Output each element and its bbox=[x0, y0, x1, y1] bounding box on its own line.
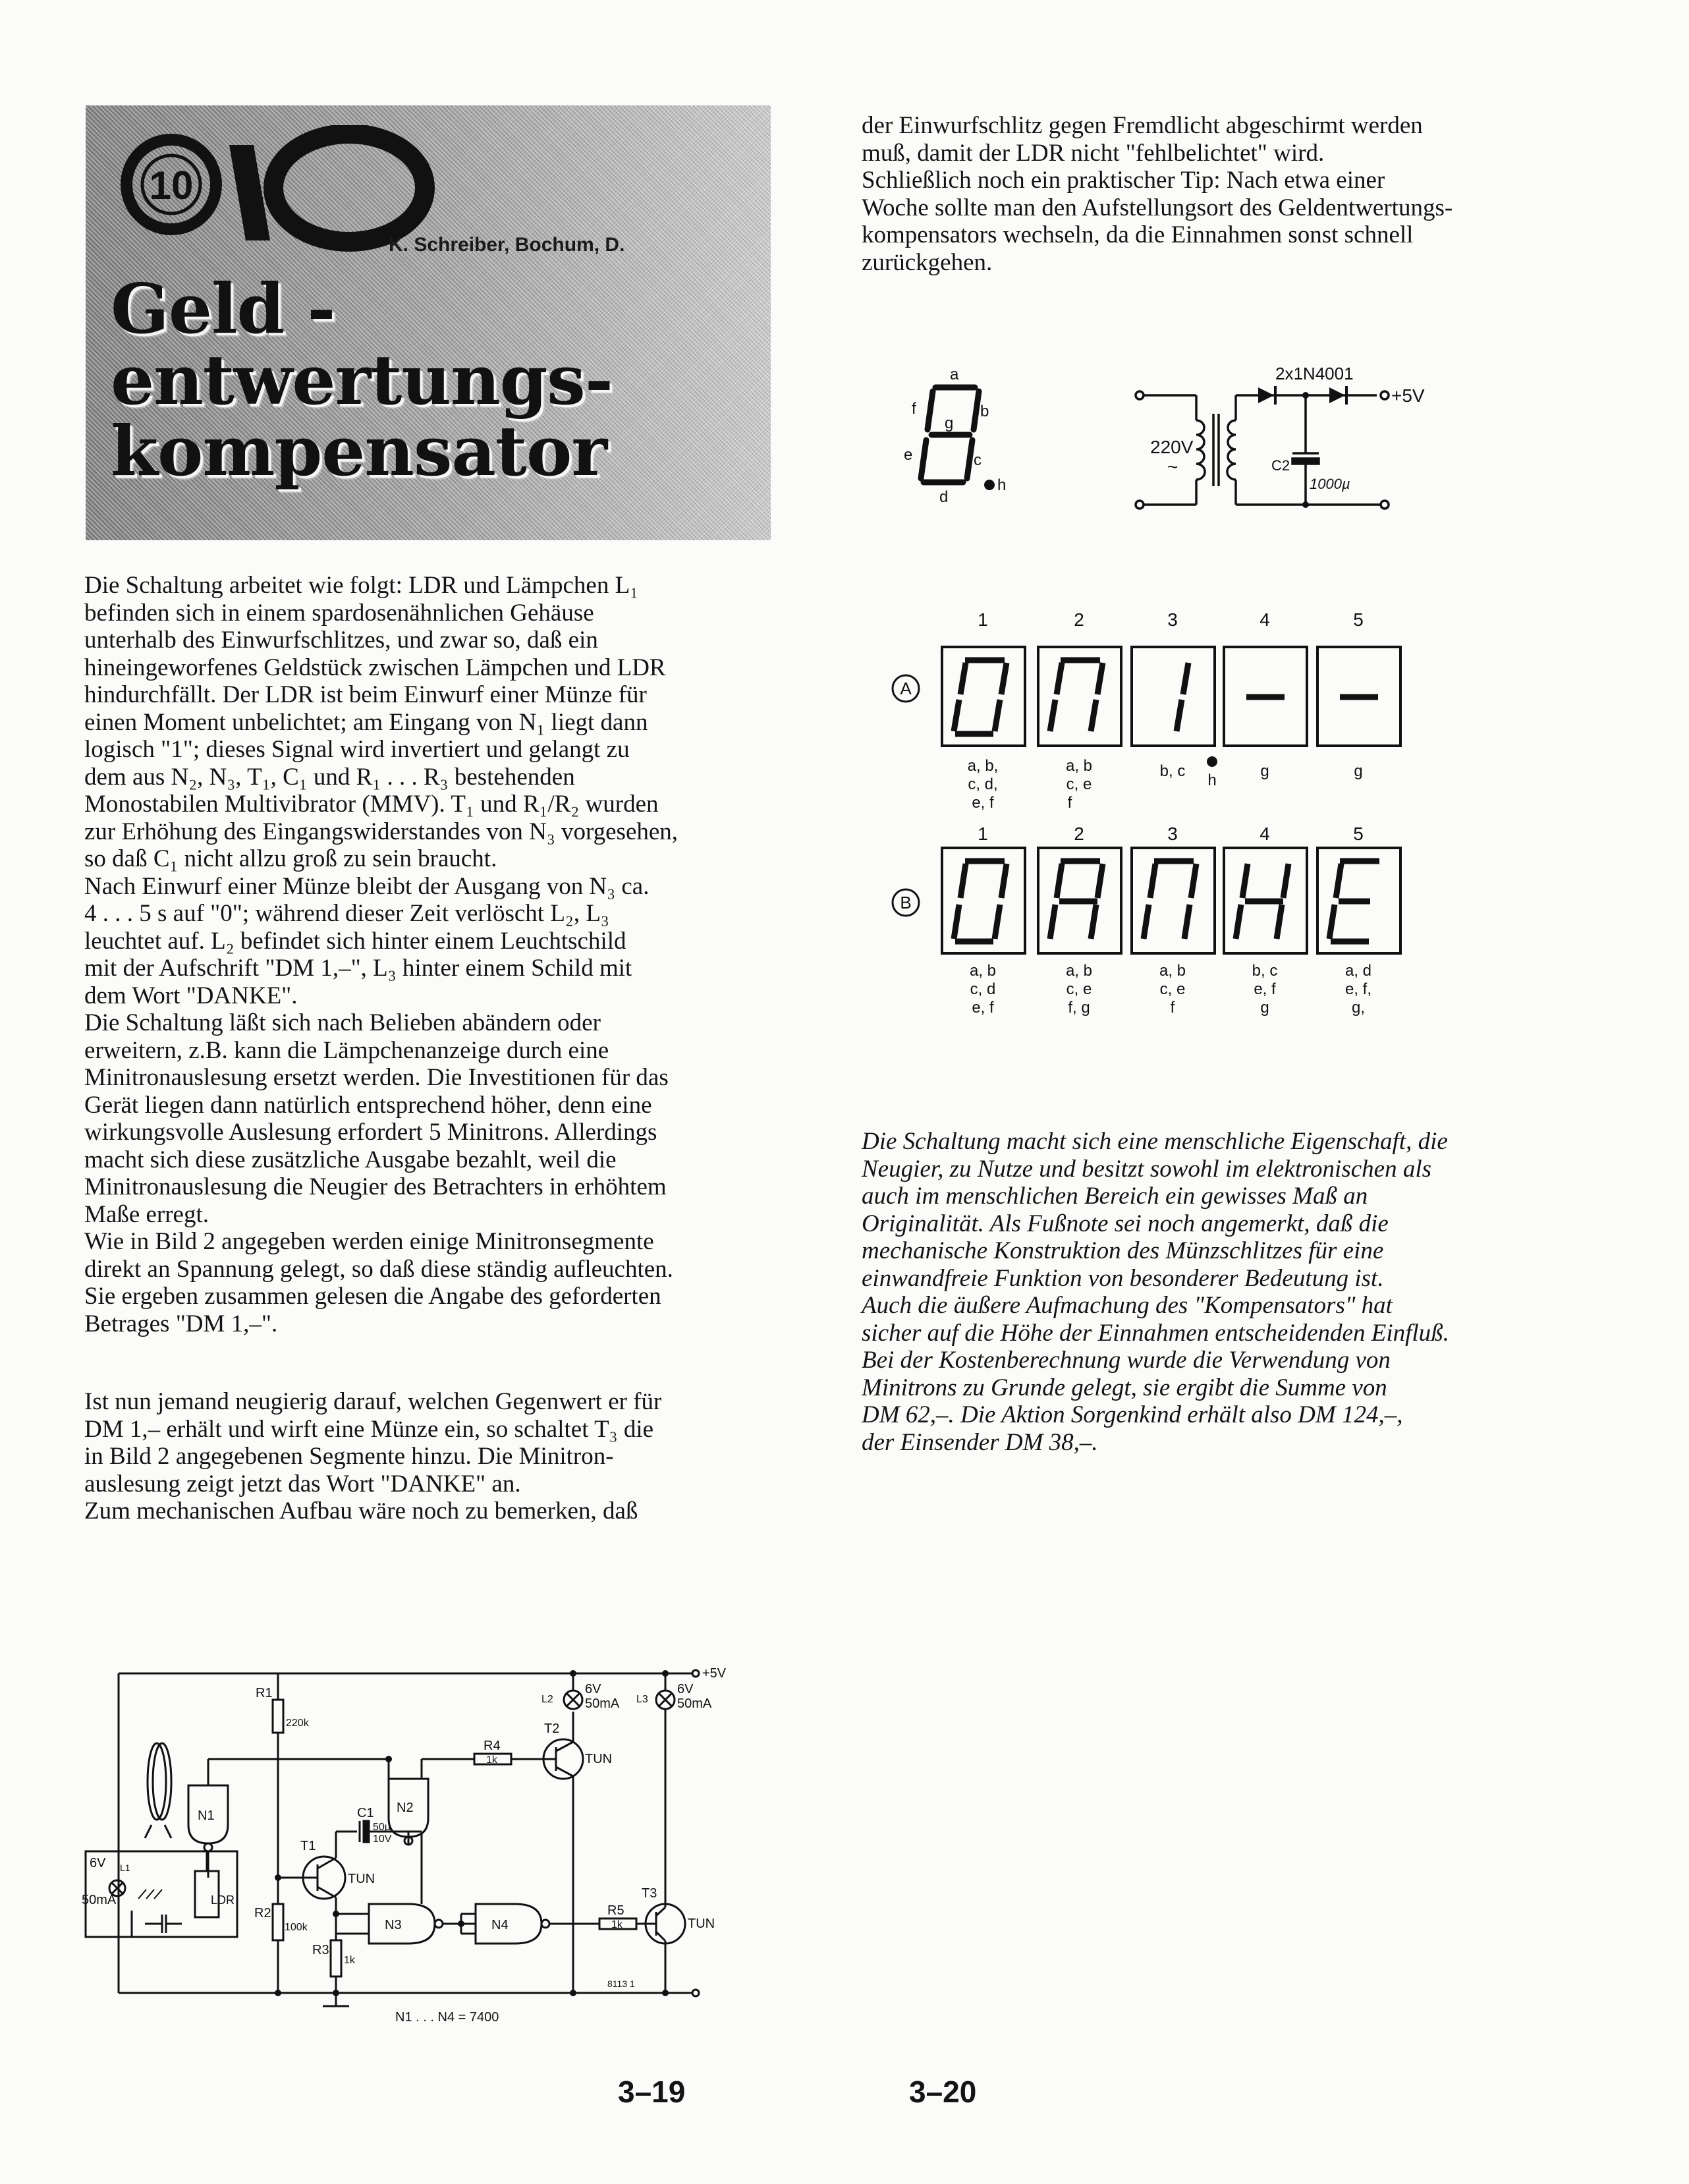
lamp-l3-label: L3 bbox=[636, 1694, 648, 1705]
r1-label: R1 bbox=[256, 1686, 273, 1700]
display-b-digit-number: 4 bbox=[1260, 824, 1270, 844]
diode-label: 2x1N4001 bbox=[1275, 364, 1354, 383]
display-a-segment-label: g bbox=[1260, 762, 1269, 780]
lamp-l2-label: L2 bbox=[541, 1694, 553, 1705]
display-b-digit-number: 5 bbox=[1353, 824, 1364, 844]
display-a-segment-label: a, b, bbox=[967, 757, 999, 775]
gate-n4-label: N4 bbox=[491, 1918, 509, 1932]
lamp-l2-voltage: 6V bbox=[585, 1682, 601, 1696]
segment-label-c: c bbox=[974, 451, 982, 469]
t1-label: T1 bbox=[300, 1839, 316, 1853]
display-a-segment-label: a, b bbox=[1065, 757, 1093, 775]
r1-value: 220k bbox=[286, 1718, 309, 1729]
display-a-digit-number: 4 bbox=[1260, 609, 1270, 630]
t3-label: T3 bbox=[642, 1886, 657, 1901]
display-b-segment-label: g bbox=[1260, 999, 1269, 1017]
display-b-segment-label: c, e bbox=[1066, 980, 1092, 998]
segment-label-f: f bbox=[912, 400, 916, 418]
schematic-supply-label: +5V bbox=[702, 1666, 727, 1681]
gate-type-note: N1 . . . N4 = 7400 bbox=[395, 2010, 499, 2025]
ldr-label: LDR bbox=[211, 1893, 235, 1907]
display-a-digit-number: 1 bbox=[978, 609, 988, 630]
lamp-l1-current: 50mA bbox=[82, 1893, 117, 1907]
display-b-segment-label: b, c bbox=[1252, 962, 1278, 980]
t3-type: TUN bbox=[688, 1917, 715, 1931]
display-b-segment-label: c, d bbox=[970, 980, 996, 998]
logo-issue-number: 10 bbox=[149, 163, 194, 208]
display-b-segment-label: f bbox=[1170, 999, 1175, 1017]
segment-legend-figure bbox=[876, 356, 1047, 524]
display-a-segment-label: f bbox=[1067, 794, 1072, 812]
display-a-diagram bbox=[883, 606, 1423, 830]
figure-id: 8113 1 bbox=[607, 1978, 635, 1989]
lamp-l1-label: L1 bbox=[120, 1862, 130, 1873]
c1-label: C1 bbox=[357, 1806, 374, 1820]
lamp-l2-current: 50mA bbox=[585, 1696, 620, 1711]
t2-type: TUN bbox=[585, 1752, 613, 1766]
segment-label-e: e bbox=[904, 446, 913, 464]
t2-label: T2 bbox=[544, 1722, 560, 1736]
display-b-segment-label: a, b bbox=[1159, 962, 1186, 980]
display-a-marker: A bbox=[900, 679, 912, 698]
display-b-marker: B bbox=[900, 893, 912, 912]
article-header bbox=[86, 105, 771, 540]
capacitor-c2-value: 1000µ bbox=[1310, 476, 1350, 492]
segment-label-b: b bbox=[980, 403, 989, 420]
gate-n1-label: N1 bbox=[198, 1808, 215, 1823]
power-supply-figure bbox=[1120, 361, 1462, 522]
display-b-segment-label: c, e bbox=[1159, 980, 1186, 998]
page-number-left: 3–19 bbox=[618, 2075, 686, 2109]
display-a-segment-label: c, d, bbox=[968, 775, 998, 793]
segment-label-a: a bbox=[950, 366, 959, 383]
r4-label: R4 bbox=[484, 1739, 501, 1753]
r3-value: 1k bbox=[344, 1955, 355, 1966]
c1-value: 50µ bbox=[373, 1822, 391, 1833]
display-b-diagram bbox=[883, 820, 1423, 1038]
display-a-figure bbox=[883, 606, 1423, 833]
display-a-digit-number: 2 bbox=[1074, 609, 1084, 630]
input-voltage-label: 220V bbox=[1150, 437, 1194, 457]
power-supply-schematic bbox=[1120, 361, 1462, 519]
circuit-schematic bbox=[72, 1634, 771, 2029]
display-b-segment-label: g, bbox=[1351, 999, 1366, 1017]
segment-legend-diagram bbox=[876, 356, 1047, 520]
r5-value: 1k bbox=[611, 1919, 623, 1930]
author-line: K. Schreiber, Bochum, D. bbox=[389, 234, 625, 256]
display-b-digit-number: 3 bbox=[1167, 824, 1178, 844]
r3-label: R3 bbox=[312, 1943, 329, 1957]
title-line-2: entwertungs- bbox=[111, 339, 613, 420]
display-b-segment-label: f, g bbox=[1068, 999, 1090, 1017]
display-b-segment-label: a, b bbox=[1065, 962, 1093, 980]
r4-value: 1k bbox=[486, 1754, 497, 1766]
circuit-schematic-figure bbox=[72, 1634, 771, 2032]
display-b-segment-label: a, b bbox=[969, 962, 997, 980]
left-column-paragraph-2: Ist nun jemand neugierig darauf, welchen Gegenwert er für DM 1,– erhält und wirft eine Münze ein, so schaltet T₃ die in Bild 2 angegebenen Segmente hinzu. Die Minitron- auslesung zeigt jetzt das Wort "DANKE" an. Zum mechanischen Aufbau wäre noch zu bemerken, daß bbox=[84, 1388, 662, 1525]
r5-label: R5 bbox=[607, 1903, 624, 1918]
segment-label-g: g bbox=[945, 414, 954, 432]
segment-label-d: d bbox=[939, 488, 949, 506]
capacitor-c2-label: C2 bbox=[1271, 457, 1290, 474]
display-b-figure bbox=[883, 820, 1423, 1041]
display-b-segment-label: a, d bbox=[1344, 962, 1372, 980]
title-line-3: kompensator bbox=[111, 410, 607, 491]
lamp-l3-voltage: 6V bbox=[677, 1682, 694, 1696]
display-a-h-label: h bbox=[1207, 771, 1217, 789]
lamp-l3-current: 50mA bbox=[677, 1696, 712, 1711]
article-title bbox=[111, 268, 613, 491]
right-column-caption: Die Schaltung macht sich eine menschliche Eigenschaft, die Neugier, zu Nutze und besitzt sowohl im elektronischen als auch im menschlichen Bereich ein gewisses Maß an Originalität. Als Fußnote sei noch angemerkt, daß die mechanische Konstruktion des Münzschlitzes für eine einwandfreie Funktion von besonderer Bedeutung ist. Auch die äußere Aufmachung des "Kompensators" hat sicher auf die Höhe der Einnahmen entscheidenden Einfluß. Bei der Kostenberechnung wurde die Verwendung von Minitrons zu Grunde gelegt, sie ergibt die Summe von DM 62,–. Die Aktion Sorgenkind erhält also DM 124,–, der Einsender DM 38,–. bbox=[862, 1128, 1449, 1456]
page-number-right: 3–20 bbox=[909, 2075, 977, 2109]
lamp-l1-voltage: 6V bbox=[90, 1856, 106, 1870]
gate-n3-label: N3 bbox=[385, 1918, 402, 1932]
display-b-segment-label: e, f bbox=[1254, 980, 1276, 998]
display-b-digit-number: 1 bbox=[978, 824, 988, 844]
right-column-paragraph-1: der Einwurfschlitz gegen Fremdlicht abgeschirmt werden muß, damit der LDR nicht "fehlbelichtet" wird. Schließlich noch ein praktischer Tip: Nach etwa einer Woche sollte man den Aufstellungsort des Geldentwertungs- kompensators wechseln, da die Einnahmen sonst schnell zurückgehen. bbox=[862, 112, 1453, 276]
r2-label: R2 bbox=[254, 1906, 271, 1920]
t1-type: TUN bbox=[348, 1872, 375, 1886]
display-a-segment-label: b, c bbox=[1159, 762, 1186, 780]
display-a-segment-label: g bbox=[1354, 762, 1363, 780]
display-b-segment-label: e, f bbox=[972, 999, 994, 1017]
gate-n2-label: N2 bbox=[397, 1801, 414, 1815]
title-line-1: Geld - bbox=[111, 268, 335, 349]
display-b-digit-number: 2 bbox=[1074, 824, 1084, 844]
display-a-segment-label: c, e bbox=[1066, 775, 1092, 793]
segment-label-h: h bbox=[997, 476, 1007, 494]
r2-value: 100k bbox=[285, 1922, 308, 1933]
left-column-paragraph-1: Die Schaltung arbeitet wie folgt: LDR und Lämpchen L₁ befinden sich in einem spardosenähnlichen Gehäuse unterhalb des Einwurfschlitzes, und zwar so, daß ein hineingeworfenes Geldstück zwischen Lämpchen und LDR hindurchfällt. Der LDR ist beim Einwurf einer Münze für einen Moment unbelichtet; am Eingang von N₁ liegt dann logisch "1"; dieses Signal wird invertiert und gelangt zu dem aus N₂, N₃, T₁, C₁ und R₁ . . . R₃ bestehenden Monostabilen Multivibrator (MMV). T₁ und R₁/R₂ wurden zur Erhöhung des Eingangswiderstandes von N₃ vorgesehen, so daß C₁ nicht allzu groß zu sein braucht. Nach Einwurf einer Münze bleibt der Ausgang von N₃ ca. 4 . . . 5 s auf "0"; während dieser Zeit verlöscht L₂, L₃ leuchtet auf. L₂ befindet sich hinter einem Leuchtschild mit der Aufschrift "DM 1,–", L₃ hinter einem Schild mit dem Wort "DANKE". Die Schaltung läßt sich nach Belieben abändern oder erweitern, z.B. kann die Lämpchenanzeige durch eine Minitronauslesung ersetzt werden. Die Investitionen für das Gerät liegen dann natürlich entsprechend höher, denn eine wirkungsvolle Auslesung erfordert 5 Minitrons. Allerdings macht sich diese zusätzliche Ausgabe bezahlt, weil die Minitronauslesung die Neugier des Betrachters in erhöhtem Maße erregt. Wie in Bild 2 angegeben werden einige Minitronsegmente direkt an Spannung gelegt, so daß diese ständig aufleuchten. Sie ergeben zusammen gelesen die Angabe des geforderten Betrages "DM 1,–". bbox=[84, 572, 678, 1337]
output-voltage-label: +5V bbox=[1391, 385, 1425, 406]
display-a-cell bbox=[1132, 647, 1215, 746]
display-b-segment-label: e, f, bbox=[1344, 980, 1372, 998]
display-a-digit-number: 5 bbox=[1353, 609, 1364, 630]
display-a-segment-label: e, f bbox=[972, 794, 994, 812]
ac-symbol: ~ bbox=[1167, 457, 1178, 477]
c1-voltage: 10V bbox=[373, 1834, 392, 1845]
display-a-digit-number: 3 bbox=[1167, 609, 1178, 630]
